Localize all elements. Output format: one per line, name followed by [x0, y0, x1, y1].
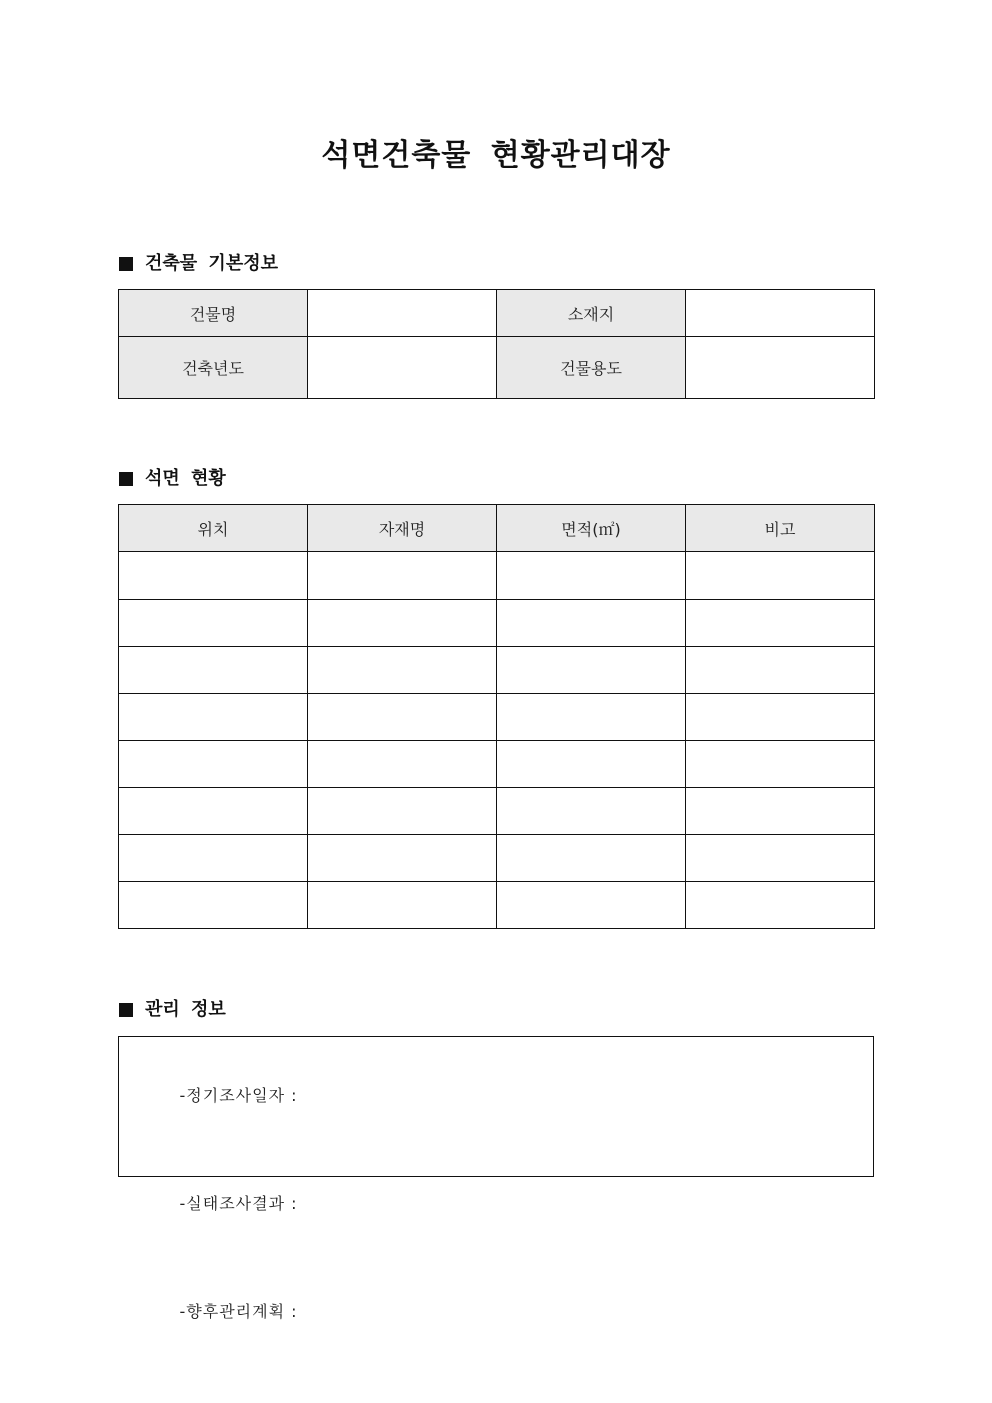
cell-remarks[interactable] — [686, 741, 875, 788]
cell-area[interactable] — [497, 647, 686, 694]
square-bullet-icon — [119, 257, 133, 271]
table-row — [119, 647, 875, 694]
line-survey-result[interactable] — [143, 1163, 298, 1271]
cell-material[interactable] — [308, 694, 497, 741]
cell-location[interactable] — [119, 741, 308, 788]
cell-remarks[interactable] — [686, 694, 875, 741]
line-future-management-plan[interactable] — [143, 1271, 298, 1379]
cell-material[interactable] — [308, 882, 497, 929]
cell-area[interactable] — [497, 835, 686, 882]
cell-area[interactable] — [497, 788, 686, 835]
cell-material[interactable] — [308, 552, 497, 600]
cell-area[interactable] — [497, 882, 686, 929]
basic-info-table — [118, 289, 875, 399]
management-info-box — [118, 1036, 874, 1321]
section-heading-text: 건축물 기본정보 — [145, 253, 278, 274]
table-row — [119, 694, 875, 741]
table-row — [119, 741, 875, 788]
cell-location[interactable] — [119, 647, 308, 694]
cell-material[interactable] — [308, 741, 497, 788]
section-heading-text: 석면 현황 — [145, 468, 226, 489]
cell-location[interactable] — [119, 552, 308, 600]
table-header-row — [119, 505, 875, 552]
line-separator: : — [285, 1302, 298, 1321]
cell-remarks[interactable] — [686, 647, 875, 694]
line-separator: : — [285, 1086, 298, 1105]
asbestos-status-table — [118, 504, 875, 929]
table-row — [119, 290, 875, 337]
cell-area[interactable] — [497, 552, 686, 600]
cell-remarks[interactable] — [686, 835, 875, 882]
cell-remarks[interactable] — [686, 600, 875, 647]
column-header-area: 면적(㎡) — [497, 505, 686, 552]
cell-remarks[interactable] — [686, 788, 875, 835]
line-label: -정기조사일자 — [179, 1086, 286, 1105]
section-heading-asbestos-status — [119, 467, 226, 491]
cell-remarks[interactable] — [686, 552, 875, 600]
document-title: 석면건축물 현황관리대장 — [321, 138, 671, 173]
line-periodic-inspection-date[interactable] — [143, 1055, 298, 1163]
line-separator: : — [285, 1194, 298, 1213]
square-bullet-icon — [119, 472, 133, 486]
table-row — [119, 882, 875, 929]
line-label: -향후관리계획 — [179, 1302, 286, 1321]
table-row — [119, 337, 875, 399]
line-label: -실태조사결과 — [179, 1194, 286, 1213]
field-construction-year[interactable] — [308, 337, 497, 399]
cell-area[interactable] — [497, 600, 686, 647]
cell-material[interactable] — [308, 835, 497, 882]
cell-location[interactable] — [119, 882, 308, 929]
cell-location[interactable] — [119, 835, 308, 882]
cell-area[interactable] — [497, 694, 686, 741]
column-header-remarks: 비고 — [686, 505, 875, 552]
management-info-lines — [143, 1055, 298, 1379]
cell-material[interactable] — [308, 788, 497, 835]
cell-area[interactable] — [497, 741, 686, 788]
table-row — [119, 552, 875, 600]
label-building-name: 건물명 — [119, 290, 308, 337]
column-header-location: 위치 — [119, 505, 308, 552]
column-header-material: 자재명 — [308, 505, 497, 552]
section-heading-basic-info — [119, 252, 278, 276]
section-heading-text: 관리 정보 — [145, 999, 226, 1020]
cell-material[interactable] — [308, 647, 497, 694]
cell-location[interactable] — [119, 788, 308, 835]
cell-remarks[interactable] — [686, 882, 875, 929]
table-row — [119, 600, 875, 647]
label-construction-year: 건축년도 — [119, 337, 308, 399]
section-heading-management-info — [119, 998, 226, 1022]
table-row — [119, 835, 875, 882]
label-location: 소재지 — [497, 290, 686, 337]
label-building-use: 건물용도 — [497, 337, 686, 399]
cell-location[interactable] — [119, 694, 308, 741]
table-row — [119, 788, 875, 835]
field-building-name[interactable] — [308, 290, 497, 337]
cell-material[interactable] — [308, 600, 497, 647]
field-location[interactable] — [686, 290, 875, 337]
cell-location[interactable] — [119, 600, 308, 647]
field-building-use[interactable] — [686, 337, 875, 399]
square-bullet-icon — [119, 1003, 133, 1017]
